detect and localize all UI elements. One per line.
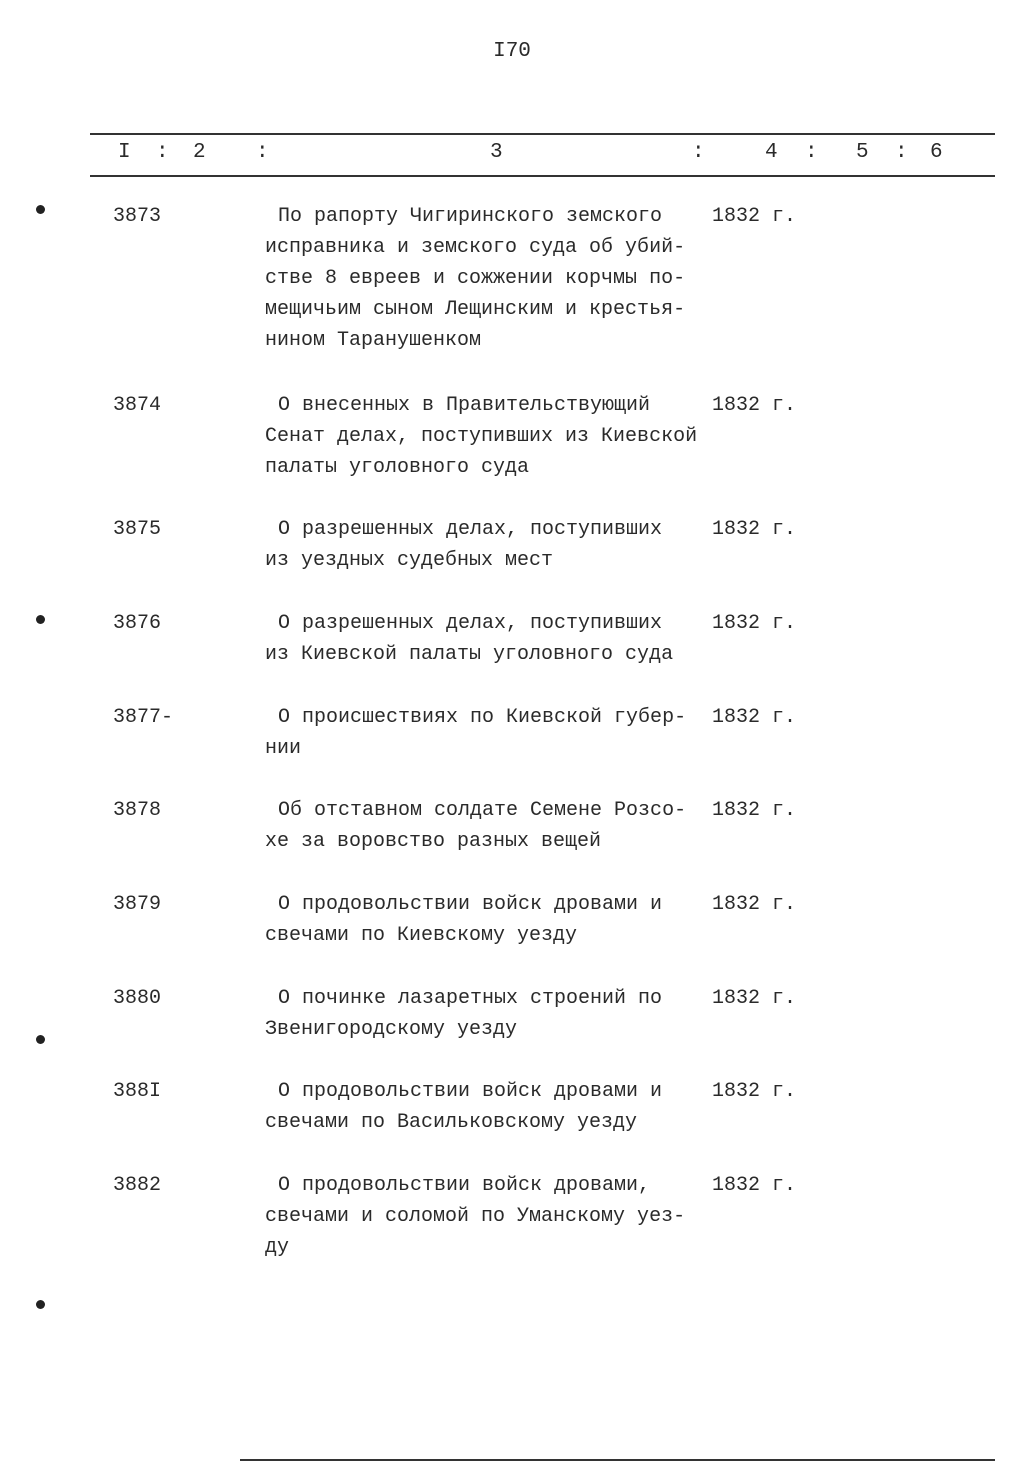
table-top-rule — [90, 133, 995, 135]
header-sep: : — [805, 141, 818, 164]
description-line: ду — [265, 1236, 290, 1259]
description-line: По рапорту Чигиринского земского — [278, 205, 663, 228]
description-line: палаты уголовного суда — [265, 456, 530, 479]
description-line: О разрешенных делах, поступивших — [278, 612, 663, 635]
entry-number: 3876 — [113, 612, 162, 635]
punch-hole-mark — [36, 1035, 45, 1044]
description-line: свечами по Васильковскому уезду — [265, 1111, 638, 1134]
entry-year: 1832 г. — [712, 612, 797, 635]
entry-description — [265, 702, 725, 764]
description-line: из Киевской палаты уголовного суда — [265, 643, 674, 666]
description-line: нии — [265, 737, 302, 760]
punch-hole-mark — [36, 205, 45, 214]
entry-number: 3880 — [113, 987, 162, 1010]
description-line: стве 8 евреев и сожжении корчмы по- — [265, 267, 686, 290]
description-line: О починке лазаретных строений по — [278, 987, 663, 1010]
entry-number: 3878 — [113, 799, 162, 822]
description-line: Об отставном солдате Семене Розсо- — [278, 799, 687, 822]
description-line: мещичьим сыном Лещинским и крестья- — [265, 298, 686, 321]
entry-year: 1832 г. — [712, 1080, 797, 1103]
header-sep: : — [895, 141, 908, 164]
entry-number: 3879 — [113, 893, 162, 916]
entry-number: 3875 — [113, 518, 162, 541]
entry-description — [265, 983, 725, 1045]
description-line: О продовольствии войск дровами и — [278, 1080, 663, 1103]
page-number: I70 — [493, 40, 531, 63]
entry-description — [265, 608, 725, 670]
entry-year: 1832 г. — [712, 205, 797, 228]
entry-year: 1832 г. — [712, 1174, 797, 1197]
description-line: О продовольствии войск дровами, — [278, 1174, 651, 1197]
header-sep: : — [156, 141, 169, 164]
entry-number: 3882 — [113, 1174, 162, 1197]
table-header-rule — [90, 175, 995, 177]
entry-year: 1832 г. — [712, 987, 797, 1010]
punch-hole-mark — [36, 1300, 45, 1309]
entry-description — [265, 514, 725, 576]
description-line: Сенат делах, поступивших из Киевской — [265, 425, 698, 448]
entry-number: 3874 — [113, 394, 162, 417]
header-col-3: 3 — [490, 141, 503, 164]
description-line: О внесенных в Правительствующий — [278, 394, 651, 417]
description-line: исправника и земского суда об убий- — [265, 236, 686, 259]
description-line: О продовольствии войск дровами и — [278, 893, 663, 916]
entry-number: 3873 — [113, 205, 162, 228]
entry-description — [265, 201, 725, 356]
entry-year: 1832 г. — [712, 394, 797, 417]
entry-year: 1832 г. — [712, 799, 797, 822]
entry-year: 1832 г. — [712, 518, 797, 541]
description-line: из уездных судебных мест — [265, 549, 554, 572]
header-sep: : — [692, 141, 705, 164]
entry-number: 3877- — [113, 706, 174, 729]
description-line: О происшествиях по Киевской губер- — [278, 706, 687, 729]
header-col-2: 2 — [193, 141, 206, 164]
description-line: О разрешенных делах, поступивших — [278, 518, 663, 541]
description-line: хе за воровство разных вещей — [265, 830, 602, 853]
header-sep: : — [256, 141, 269, 164]
header-col-4: 4 — [765, 141, 778, 164]
header-col-5: 5 — [856, 141, 869, 164]
entry-description — [265, 390, 725, 483]
description-line: Звенигородскому уезду — [265, 1018, 518, 1041]
entry-description — [265, 889, 725, 951]
entry-year: 1832 г. — [712, 893, 797, 916]
bottom-rule — [240, 1459, 995, 1461]
punch-hole-mark — [36, 615, 45, 624]
entry-description — [265, 1170, 725, 1263]
entry-year: 1832 г. — [712, 706, 797, 729]
description-line: свечами и соломой по Уманскому уез- — [265, 1205, 686, 1228]
description-line: свечами по Киевскому уезду — [265, 924, 578, 947]
header-col-6: 6 — [930, 141, 943, 164]
description-line: нином Таранушенком — [265, 329, 482, 352]
header-col-1: I — [118, 141, 131, 164]
entry-description — [265, 795, 725, 857]
entry-number: 388I — [113, 1080, 162, 1103]
entry-description — [265, 1076, 725, 1138]
